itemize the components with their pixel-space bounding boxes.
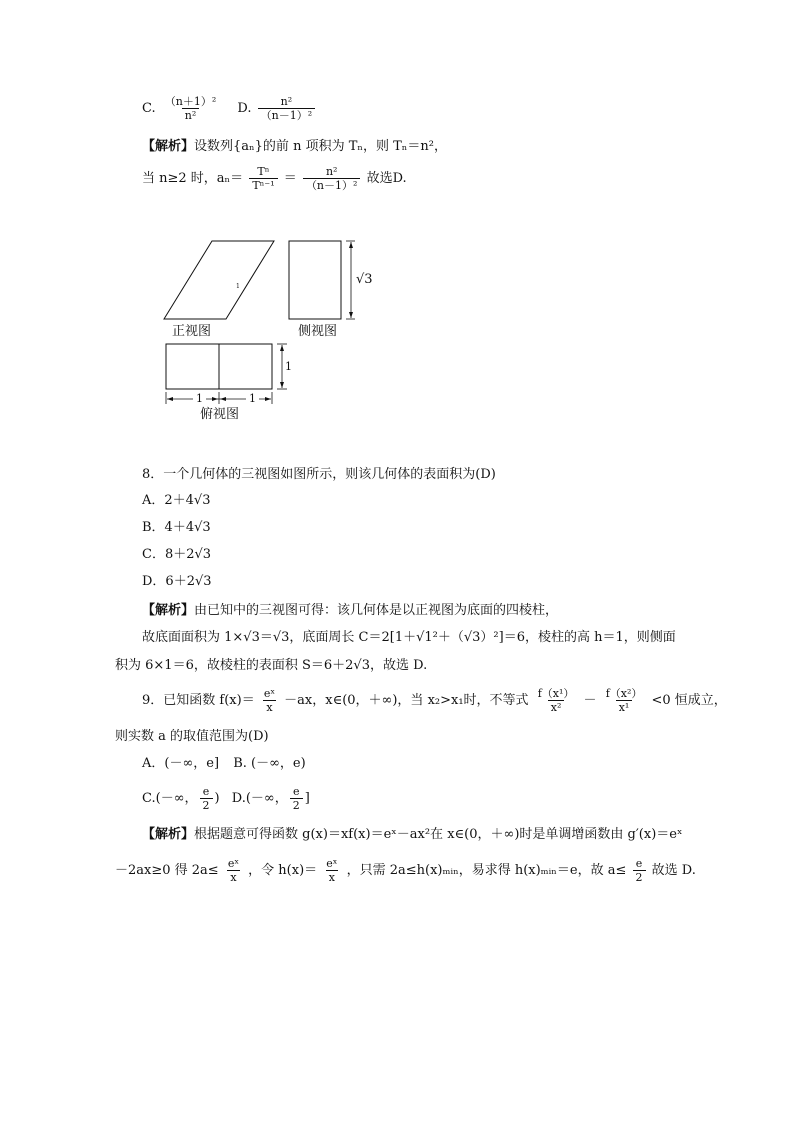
fraction-numerator: eˣ [326,857,338,870]
fraction-denominator: x² [548,700,565,713]
solution-text: 设数列{aₙ}的前 n 项积为 Tₙ，则 Tₙ＝n²， [194,139,448,154]
fraction-numerator: eˣ [227,857,240,870]
option-c-denominator: n² [182,108,200,121]
solution-text: 根据题意可得函数 g(x)＝xf(x)＝eˣ－ax²在 x∈(0，＋∞)时是单调增函数由 g′(x)＝eˣ [194,827,683,842]
fraction-numerator: f（x¹） [537,687,575,700]
fraction-n [303,166,361,191]
fraction-numerator: n² [325,165,338,178]
option-d-numerator: n² [280,95,293,108]
question-9-options-ab [142,757,306,770]
question-8-stem: 8．一个几何体的三视图如图所示，则该几何体的表面积为(D) [142,467,496,482]
inequality-fraction-1 [535,688,578,713]
question-8-option-b: B．4＋4√3 [142,520,211,535]
side-view-dimension: √3 [356,272,373,287]
side-view-shape [289,241,341,319]
fraction-denominator: 2 [200,798,213,811]
option-c-label: C. [142,101,156,116]
fraction-denominator: x¹ [616,700,633,713]
solution-tag: 【解析】 [142,827,195,842]
stem-text: 9．已知函数 f(x)＝ [142,693,255,708]
fraction-denominator: 2 [290,798,303,811]
solution-text: －2ax≥0 得 2a≤ [115,863,219,878]
question-8-option-c: C．8＋2√3 [142,547,212,562]
option-d-denominator: （n－1）² [258,108,316,121]
equals-sign: ＝ [283,171,297,186]
solution-fraction-2 [323,858,340,883]
fraction-numerator: e [292,785,300,798]
front-view-mark: 1 [236,283,240,290]
function-fraction [261,688,278,713]
solution-tag: 【解析】 [142,603,195,618]
fraction-denominator: 2 [633,870,646,883]
question-8-solution-line3: 积为 6×1＝6，故棱柱的表面积 S＝6＋2√3，故选 D. [115,658,428,673]
question-9-stem-line1 [142,688,727,713]
fraction-denominator: x [326,870,338,883]
solution-text: 故选 D. [651,863,696,878]
option-d-fraction [258,96,316,121]
top-view-label: 俯视图 [200,407,240,422]
fraction-numerator: e [202,785,210,798]
question-9-option-c-body: (－∞， [155,791,198,806]
fraction-denominator: （n－1）² [303,178,361,191]
question-9-option-b: B. (－∞，e) [233,756,306,771]
fraction-denominator: x [227,870,239,883]
top-view-height-dimension: 1 [285,360,292,373]
stem-text: <0 恒成立， [651,693,727,708]
prev-solution-line1 [142,140,447,153]
fraction-denominator: x [263,700,275,713]
fraction-numerator: eˣ [263,687,276,700]
solution-text: 当 n≥2 时，aₙ＝ [142,171,244,186]
question-8-option-a: A．2＋4√3 [142,493,211,508]
question-9-stem-line2: 则实数 a 的取值范围为(D) [115,729,269,744]
question-9-option-d-body: (－∞， [245,791,288,806]
option-c-bracket: ) [214,791,220,806]
fraction-numerator: f（x²） [605,687,643,700]
solution-text: 故选D. [366,171,407,186]
front-view-shape [164,241,274,319]
question-8-solution-line2: 故底面面积为 1×√3＝√3，底面周长 C＝2[1＋√1²＋（√3）²]＝6，棱柱的高 h＝1，则侧面 [142,630,676,645]
solution-fraction-3 [633,858,646,883]
solution-text: ，令 h(x)＝ [248,863,318,878]
prev-solution-line2 [142,166,407,191]
solution-fraction-1 [225,858,242,883]
option-d-bracket: ] [304,791,310,806]
question-8-solution-line1 [142,604,558,617]
question-9-solution-line1 [142,828,682,841]
option-c-fraction [200,786,213,811]
fraction-t [249,166,277,191]
option-d-label: D. [237,101,252,116]
question-9-solution-line2 [115,858,696,883]
side-view-label: 侧视图 [298,324,338,339]
question-9-option-d-label: D. [231,791,246,806]
fraction-numerator: e [635,857,643,870]
solution-text: 由已知中的三视图可得：该几何体是以正视图为底面的四棱柱， [194,603,559,618]
inequality-fraction-2 [603,688,646,713]
top-view-width-dimension-a: 1 [193,393,206,404]
fraction-denominator: Tⁿ⁻¹ [249,178,277,191]
question-9-option-c-label: C. [142,791,156,806]
option-c-fraction [162,96,220,121]
solution-tag: 【解析】 [142,139,195,154]
top-view-width-dimension-b: 1 [246,393,259,404]
question-9-options-cd [142,786,310,811]
option-d-fraction [290,786,303,811]
minus-sign: － [583,693,597,708]
question-8-option-d: D．6＋2√3 [142,574,212,589]
front-view-label: 正视图 [172,324,212,339]
option-c-numerator: （n＋1）² [164,95,217,108]
question-9-option-a: A．(－∞，e] [142,756,220,771]
prev-options [142,96,317,121]
fraction-numerator: Tⁿ [257,165,270,178]
stem-text: －ax，x∈(0，＋∞)，当 x₂>x₁时，不等式 [284,693,529,708]
solution-text: ，只需 2a≤h(x)ₘᵢₙ，易求得 h(x)ₘᵢₙ＝e，故 a≤ [346,863,627,878]
